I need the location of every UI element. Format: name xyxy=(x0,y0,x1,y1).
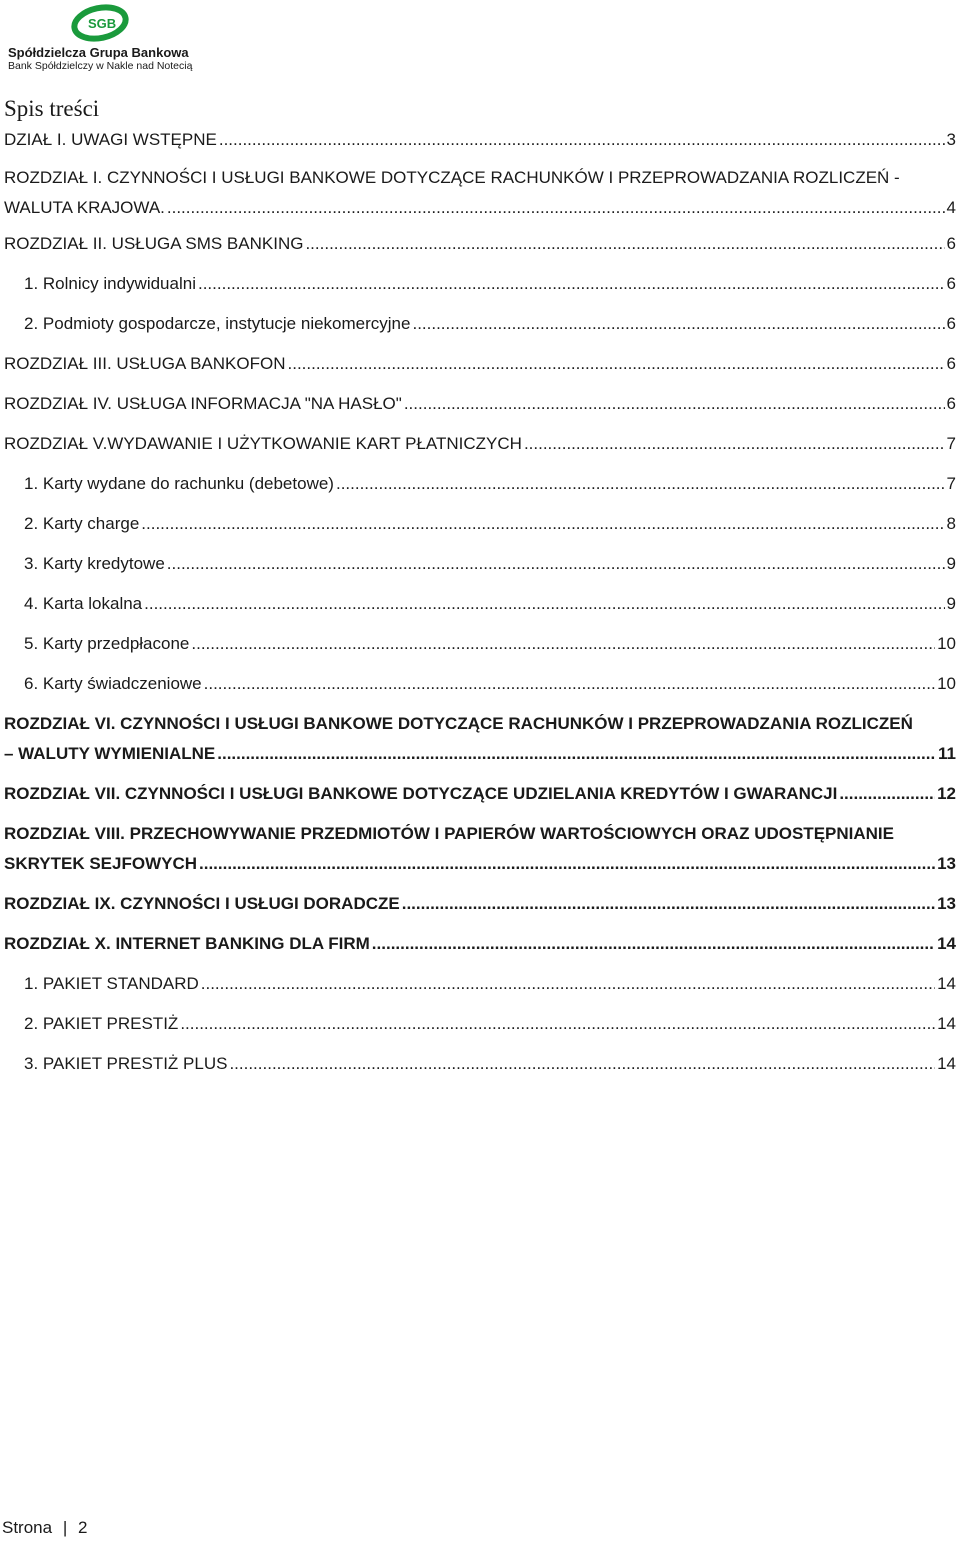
toc-entry[interactable] xyxy=(4,432,956,456)
toc-entry[interactable] xyxy=(4,512,956,536)
toc-entry[interactable] xyxy=(4,272,956,296)
toc-entry-text: 2. PAKIET PRESTIŻ xyxy=(24,1014,179,1033)
toc-entry[interactable] xyxy=(4,1012,956,1036)
table-of-contents xyxy=(4,126,956,1076)
toc-entry-page: 12 xyxy=(937,784,956,803)
toc-entry[interactable] xyxy=(4,782,956,806)
bank-group-name: Spółdzielcza Grupa Bankowa xyxy=(8,45,189,60)
toc-entry-text: ROZDZIAŁ III. USŁUGA BANKOFON xyxy=(4,354,286,373)
toc-entry-page: 8 xyxy=(946,514,956,533)
footer-separator: | xyxy=(62,1518,68,1537)
toc-entry[interactable] xyxy=(4,712,956,766)
toc-entry[interactable] xyxy=(4,392,956,416)
toc-entry[interactable] xyxy=(4,672,956,696)
toc-entry-text-line1: ROZDZIAŁ VIII. PRZECHOWYWANIE PRZEDMIOTÓW I PAPIERÓW WARTOŚCIOWYCH ORAZ UDOSTĘPNIANIE xyxy=(4,824,894,843)
toc-entry-text: ROZDZIAŁ II. USŁUGA SMS BANKING xyxy=(4,234,304,253)
toc-entry-page: 7 xyxy=(946,474,956,493)
toc-entry-text: 2. Karty charge xyxy=(24,514,140,533)
toc-entry-text: DZIAŁ I. UWAGI WSTĘPNE xyxy=(4,130,217,149)
toc-entry-page: 14 xyxy=(937,1054,956,1073)
toc-entry-page: 10 xyxy=(937,674,956,693)
toc-entry-text: ROZDZIAŁ IV. USŁUGA INFORMACJA "NA HASŁO" xyxy=(4,394,402,413)
footer-page-number: 2 xyxy=(77,1518,88,1537)
toc-entry-page: 9 xyxy=(946,594,956,613)
sgb-logo-icon xyxy=(68,4,132,44)
bank-logo xyxy=(8,4,208,72)
footer-label: Strona xyxy=(2,1518,53,1537)
toc-entry[interactable] xyxy=(4,972,956,996)
toc-entry[interactable] xyxy=(4,1052,956,1076)
logo-text: SGB xyxy=(88,16,117,31)
toc-entry-text: 2. Podmioty gospodarcze, instytucje niekomercyjne xyxy=(24,314,411,333)
toc-entry-text: WALUTA KRAJOWA. xyxy=(4,198,165,217)
toc-entry-page: 13 xyxy=(937,854,956,873)
toc-entry-page: 6 xyxy=(946,274,956,293)
toc-entry-text-line1: ROZDZIAŁ I. CZYNNOŚCI I USŁUGI BANKOWE DOTYCZĄCE RACHUNKÓW I PRZEPROWADZANIA ROZLICZEŃ - xyxy=(4,168,900,187)
toc-entry-page: 9 xyxy=(946,554,956,573)
toc-entry-text: 1. PAKIET STANDARD xyxy=(24,974,199,993)
toc-entry-page: 4 xyxy=(946,198,956,217)
toc-entry-page: 10 xyxy=(937,634,956,653)
toc-entry-page: 14 xyxy=(937,1014,956,1033)
toc-entry-page: 6 xyxy=(946,394,956,413)
toc-entry[interactable] xyxy=(4,232,956,256)
toc-entry-text: – WALUTY WYMIENIALNE xyxy=(4,744,216,763)
toc-entry-page: 7 xyxy=(946,434,956,453)
toc-entry-text: ROZDZIAŁ V.WYDAWANIE I UŻYTKOWANIE KART PŁATNICZYCH xyxy=(4,434,522,453)
toc-entry-page: 3 xyxy=(946,130,956,149)
toc-entry[interactable] xyxy=(4,932,956,956)
toc-entry-text: 6. Karty świadczeniowe xyxy=(24,674,202,693)
toc-entry-text: 4. Karta lokalna xyxy=(24,594,143,613)
toc-entry-text-line1: ROZDZIAŁ VI. CZYNNOŚCI I USŁUGI BANKOWE DOTYCZĄCE RACHUNKÓW I PRZEPROWADZANIA ROZLICZEŃ xyxy=(4,714,913,733)
toc-entry-text: ROZDZIAŁ IX. CZYNNOŚCI I USŁUGI DORADCZE xyxy=(4,894,400,913)
toc-entry-text: SKRYTEK SEJFOWYCH xyxy=(4,854,198,873)
toc-entry-page: 6 xyxy=(946,314,956,333)
page-footer xyxy=(2,1518,87,1538)
toc-entry-text: 3. PAKIET PRESTIŻ PLUS xyxy=(24,1054,228,1073)
toc-entry-page: 11 xyxy=(938,744,956,763)
toc-entry-text: 5. Karty przedpłacone xyxy=(24,634,190,653)
toc-entry-page: 6 xyxy=(946,234,956,253)
toc-entry[interactable] xyxy=(4,312,956,336)
toc-entry-page: 14 xyxy=(937,934,956,953)
toc-entry-text: ROZDZIAŁ X. INTERNET BANKING DLA FIRM xyxy=(4,934,370,953)
toc-entry-text: 1. Rolnicy indywidualni xyxy=(24,274,196,293)
toc-entry-page: 14 xyxy=(937,974,956,993)
toc-entry[interactable] xyxy=(4,822,956,876)
toc-entry-page: 13 xyxy=(937,894,956,913)
toc-entry[interactable] xyxy=(4,128,956,152)
toc-entry-page: 6 xyxy=(946,354,956,373)
toc-entry[interactable] xyxy=(4,472,956,496)
toc-title: Spis treści xyxy=(4,96,100,121)
toc-entry-text: 1. Karty wydane do rachunku (debetowe) xyxy=(24,474,334,493)
toc-entry[interactable] xyxy=(4,892,956,916)
toc-entry[interactable] xyxy=(4,632,956,656)
toc-entry[interactable] xyxy=(4,592,956,616)
bank-name: Bank Spółdzielczy w Nakle nad Notecią xyxy=(8,60,193,72)
toc-entry-text: 3. Karty kredytowe xyxy=(24,554,165,573)
toc-entry[interactable] xyxy=(4,552,956,576)
toc-entry[interactable] xyxy=(4,352,956,376)
toc-entry[interactable] xyxy=(4,166,956,220)
toc-entry-text: ROZDZIAŁ VII. CZYNNOŚCI I USŁUGI BANKOWE DOTYCZĄCE UDZIELANIA KREDYTÓW I GWARANCJI xyxy=(4,784,838,803)
